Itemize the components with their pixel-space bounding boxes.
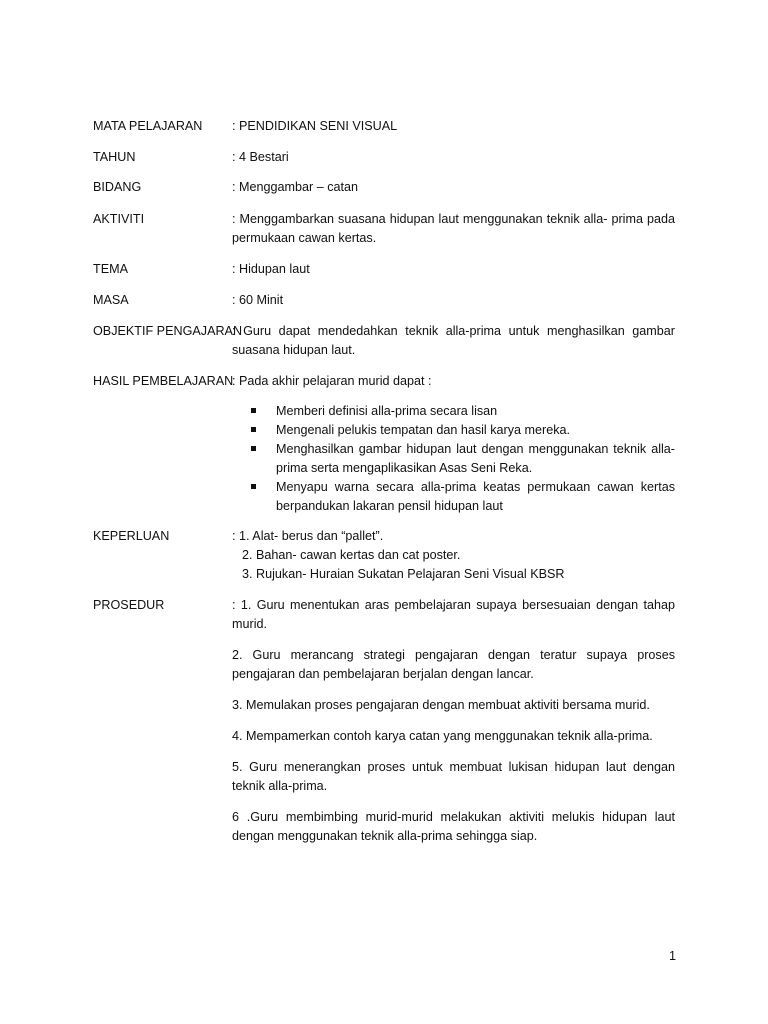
- square-bullet-icon: [251, 484, 256, 489]
- field-label: PROSEDUR: [93, 598, 165, 612]
- procedure-step: : 1. Guru menentukan aras pembelajaran supaya bersesuaian dengan tahap murid.: [232, 598, 675, 631]
- field-value: : Guru dapat mendedahkan teknik alla-prima untuk menghasilkan gambar suasana hidupan laut.: [232, 324, 675, 357]
- field-value: : 60 Minit: [232, 293, 284, 307]
- field-value: : 4 Bestari: [232, 150, 289, 164]
- procedure-step: 4. Mempamerkan contoh karya catan yang menggunakan teknik alla-prima.: [232, 729, 653, 743]
- list-item: Menyapu warna secara alla-prima keatas permukaan cawan kertas berpandukan lakaran pensil hidupan laut: [251, 478, 675, 516]
- keperluan-list: [232, 527, 675, 584]
- field-value: : PENDIDIKAN SENI VISUAL: [232, 119, 398, 133]
- field-label: KEPERLUAN: [93, 529, 170, 543]
- procedure-step: 6 .Guru membimbing murid-murid melakukan aktiviti melukis hidupan laut dengan menggunakan teknik alla-prima sehingga siap.: [232, 810, 675, 843]
- procedure-step: 2. Guru merancang strategi pengajaran dengan teratur supaya proses pengajaran dan pembelajaran berjalan dengan lancar.: [232, 648, 675, 681]
- list-item: 2. Bahan- cawan kertas dan cat poster.: [242, 548, 461, 562]
- field-label: AKTIVITI: [93, 212, 145, 226]
- page-number: 1: [668, 949, 676, 963]
- field-label: TAHUN: [93, 150, 136, 164]
- list-item: Memberi definisi alla-prima secara lisan: [251, 402, 675, 421]
- field-label: OBJEKTIF PENGAJARAN: [93, 324, 243, 338]
- field-value: : Hidupan laut: [232, 262, 310, 276]
- list-item: 3. Rujukan- Huraian Sukatan Pelajaran Seni Visual KBSR: [242, 567, 565, 581]
- field-value: : Menggambarkan suasana hidupan laut menggunakan teknik alla- prima pada permukaan cawan kertas.: [232, 212, 675, 245]
- square-bullet-icon: [251, 408, 256, 413]
- field-label: BIDANG: [93, 180, 142, 194]
- procedure-step: 3. Memulakan proses pengajaran dengan membuat aktiviti bersama murid.: [232, 698, 650, 712]
- field-value: : Pada akhir pelajaran murid dapat :: [232, 374, 432, 388]
- prosedur-steps: [232, 596, 675, 846]
- square-bullet-icon: [251, 427, 256, 432]
- field-value: : Menggambar – catan: [232, 180, 359, 194]
- field-label: MATA PELAJARAN: [93, 119, 203, 133]
- field-label: MASA: [93, 293, 129, 307]
- hasil-pembelajaran-list: [251, 402, 675, 516]
- field-label: TEMA: [93, 262, 128, 276]
- list-item: : 1. Alat- berus dan “pallet”.: [232, 529, 384, 543]
- procedure-step: 5. Guru menerangkan proses untuk membuat lukisan hidupan laut dengan teknik alla-prima.: [232, 760, 675, 793]
- list-item: Menghasilkan gambar hidupan laut dengan menggunakan teknik alla-prima serta mengaplikasikan Asas Seni Reka.: [251, 440, 675, 478]
- list-item: Mengenali pelukis tempatan dan hasil karya mereka.: [251, 421, 675, 440]
- field-label: HASIL PEMBELAJARAN: [93, 374, 234, 388]
- square-bullet-icon: [251, 446, 256, 451]
